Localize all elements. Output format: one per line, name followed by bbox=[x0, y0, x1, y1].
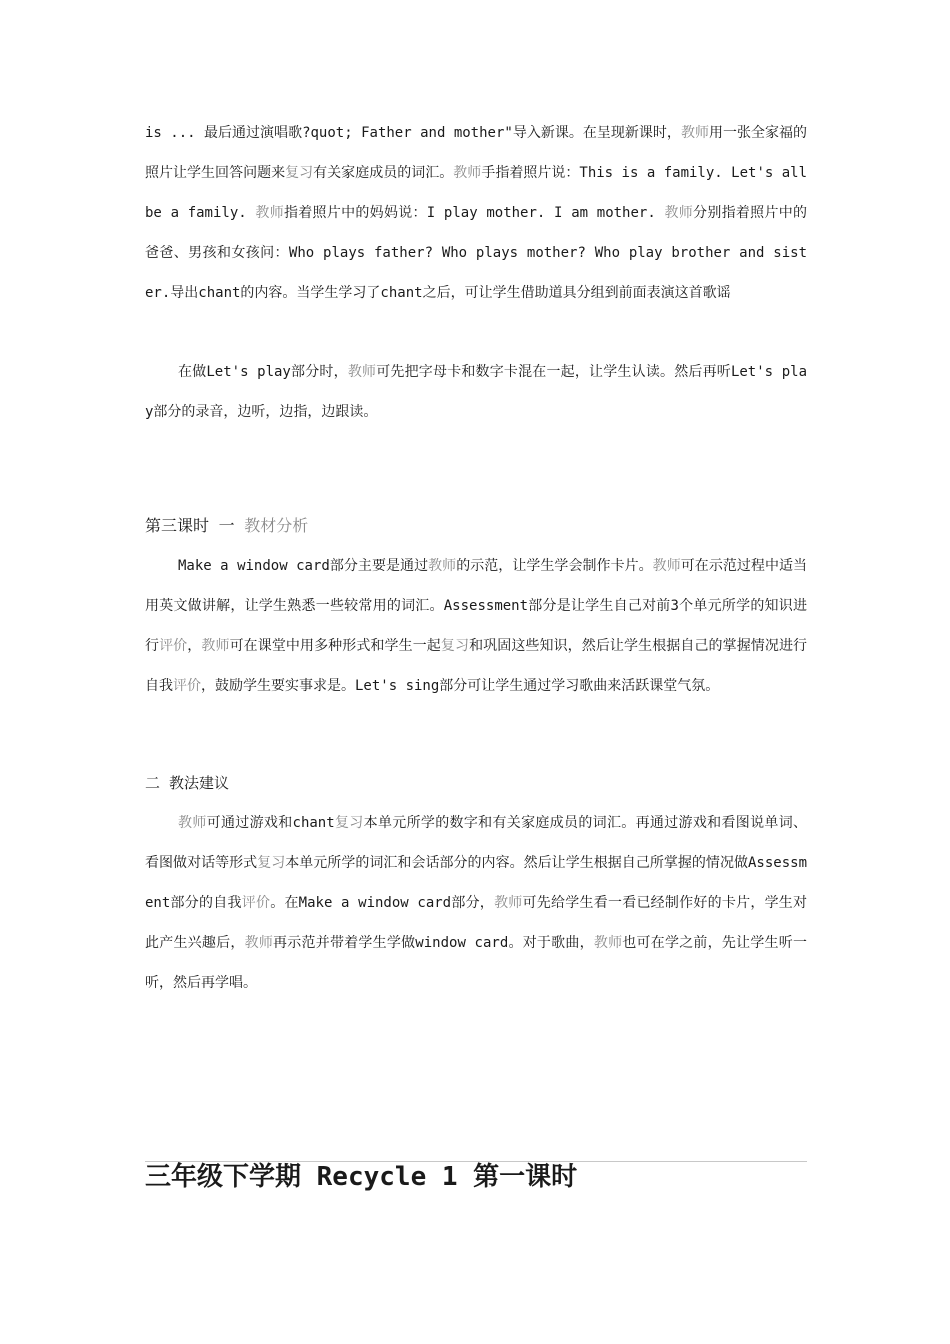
text-run: 。在Make a window card部分， bbox=[270, 895, 495, 911]
text-run: ，鼓励学生要实事求是。Let's sing部分可让学生通过学习歌曲来活跃课堂气氛。 bbox=[201, 678, 720, 694]
text-run: ， bbox=[187, 638, 202, 654]
keyword-link[interactable]: 教师 bbox=[652, 558, 681, 574]
text-run: 用一张全家福的照片让学生回答问题来 bbox=[145, 125, 808, 181]
text-run: 再示范并带着学生学做window card。对于歌曲， bbox=[273, 935, 594, 951]
lesson2-paragraph-b bbox=[145, 352, 807, 432]
text-run: 在做Let's play部分时， bbox=[178, 364, 348, 380]
keyword-link[interactable]: 评价 bbox=[241, 895, 271, 911]
keyword-link[interactable]: 评价 bbox=[159, 638, 188, 654]
keyword-link[interactable]: 教师 bbox=[255, 205, 284, 221]
text-run: 本单元所学的词汇和会话部分的内容。然后让学生根据自己所掌握的情况做Assessment部分的自我 bbox=[145, 855, 808, 911]
lesson3-heading-prefix: 第三课时 一 bbox=[145, 516, 245, 535]
keyword-link[interactable]: 复习 bbox=[257, 855, 286, 871]
keyword-link[interactable]: 教师 bbox=[178, 815, 207, 831]
lesson2-paragraph-a bbox=[145, 113, 807, 313]
keyword-link[interactable]: 评价 bbox=[173, 678, 201, 694]
text-run: is ... 最后通过演唱歌?quot; Father and mother"导入新课。在呈现新课时， bbox=[145, 125, 681, 141]
text-run: 有关家庭成员的词汇。 bbox=[313, 165, 454, 181]
keyword-link[interactable]: 教师 bbox=[453, 165, 482, 181]
lesson3-paragraph-a bbox=[145, 546, 807, 706]
keyword-link[interactable]: 教师 bbox=[494, 895, 523, 911]
text-run: 可先给学生看一看已经制作好的卡片，学生对此产生兴趣后， bbox=[145, 895, 808, 951]
text-run: 指着照片中的妈妈说：I play mother. I am mother. bbox=[283, 205, 665, 221]
text-run: 可在示范过程中适当用英文做讲解，让学生熟悉一些较常用的词汇。Assessment部分是让学生自己对前3个单元所学的知识进行 bbox=[145, 558, 808, 654]
keyword-link[interactable]: 复习 bbox=[285, 165, 314, 181]
text-run: 分别指着照片中的爸爸、男孩和女孩问：Who plays father? Who plays mother? Who play brother and sister.导出chant的内容。当学生学习了chant之后，可让学生借助道具分组到前面表演这首歌谣 bbox=[145, 205, 808, 301]
text-run: 可在课堂中用多种形式和学生一起 bbox=[229, 638, 441, 654]
text-run: 也可在学之前，先让学生听一听，然后再学唱。 bbox=[145, 935, 808, 991]
text-run: 手指着照片说：This is a family. Let's all be a family. bbox=[145, 165, 808, 221]
lesson3-heading bbox=[145, 514, 308, 538]
keyword-link[interactable]: 教师 bbox=[664, 205, 694, 221]
text-run: 可先把字母卡和数字卡混在一起，让学生认读。然后再听Let's play部分的录音，边听，边指，边跟读。 bbox=[145, 364, 808, 420]
keyword-link[interactable]: 教师 bbox=[428, 558, 457, 574]
text-run: 可通过游戏和chant bbox=[206, 815, 335, 831]
teaching-suggestion-heading: 二 教法建议 bbox=[145, 774, 230, 792]
text-run: 和巩固这些知识，然后让学生根据自己的掌握情况进行自我 bbox=[145, 638, 808, 694]
text-run: 的示范，让学生学会制作卡片。 bbox=[456, 558, 653, 574]
keyword-link[interactable]: 教师 bbox=[347, 364, 377, 380]
keyword-link[interactable]: 教师 bbox=[244, 935, 274, 951]
lesson3-paragraph-b bbox=[145, 803, 807, 1003]
lesson3-heading-link[interactable]: 教材分析 bbox=[244, 516, 309, 535]
next-lesson-title: 三年级下学期 Recycle 1 第一课时 bbox=[145, 1162, 578, 1192]
text-run: Make a window card部分主要是通过 bbox=[178, 558, 429, 574]
keyword-link[interactable]: 复习 bbox=[440, 638, 470, 654]
keyword-link[interactable]: 教师 bbox=[593, 935, 623, 951]
text-run: 本单元所学的数字和有关家庭成员的词汇。再通过游戏和看图说单词、看图做对话等形式 bbox=[145, 815, 808, 871]
keyword-link[interactable]: 教师 bbox=[201, 638, 230, 654]
keyword-link[interactable]: 复习 bbox=[334, 815, 364, 831]
keyword-link[interactable]: 教师 bbox=[680, 125, 709, 141]
